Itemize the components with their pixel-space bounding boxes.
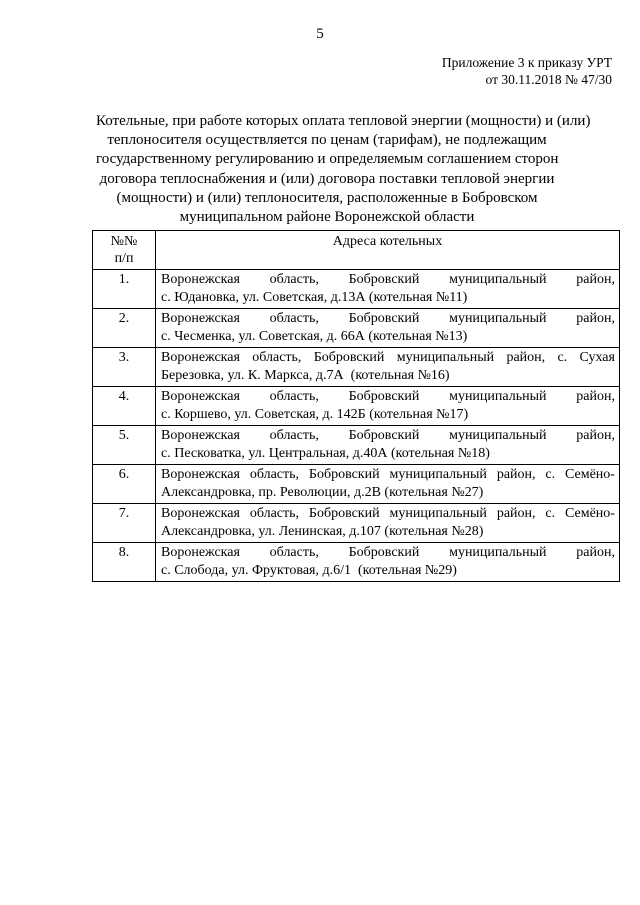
address-word: Воронежская [161,428,240,443]
table-row [93,543,620,582]
address-word: область, [269,545,319,560]
title-line: договора теплоснабжения и (или) договора поставки тепловой энергии [99,170,555,187]
address-word: Семёно- [565,467,615,482]
address-line-2: Александровка, ул. Ленинская, д.107 (котельная №28) [161,523,484,539]
address-word: район, [576,389,615,404]
address-line-1 [161,466,615,484]
header-number-line-1: №№ [110,234,138,249]
address-word: Воронежская [161,389,240,404]
address-word: район, [576,545,615,560]
address-word: Бобровский [308,467,380,482]
address-line-1 [161,505,615,523]
address-word: с. [557,350,568,365]
appendix-reference [442,54,612,88]
address-word: область, [269,272,319,287]
table-row [93,387,620,426]
address-word: район, [576,428,615,443]
address-word: область, [269,389,319,404]
address-line-2: Березовка, ул. К. Маркса, д.7А (котельная №16) [161,367,450,383]
address-word: Воронежская [161,506,240,521]
table-row [93,465,620,504]
row-number: 4. [93,387,156,426]
address-line-1 [161,349,615,367]
address-word: область, [249,467,300,482]
title-line: (мощности) и (или) теплоносителя, расположенные в Бобровском [116,189,538,206]
header-number-line-2: п/п [114,251,134,266]
table-row [93,309,620,348]
address-line-1 [161,310,615,328]
title-line: теплоносителя осуществляется по ценам (тарифам), не подлежащим [107,132,547,149]
table-row [93,270,620,309]
title-line: Котельные, при работе которых оплата тепловой энергии (мощности) и (или) [96,113,591,129]
address-word: Воронежская [161,311,240,326]
address-word: Бобровский [348,272,420,287]
row-address [156,426,620,465]
address-word: район, [496,506,536,521]
row-address [156,504,620,543]
address-word: район, [506,350,546,365]
address-word: область, [249,506,300,521]
address-word: Бобровский [308,506,380,521]
row-address [156,309,620,348]
address-word: область, [269,311,319,326]
appendix-line-1: Приложение 3 к приказу УРТ [441,55,612,70]
address-word: Воронежская [161,272,240,287]
header-number [93,231,156,270]
row-address [156,387,620,426]
address-word: Бобровский [348,428,420,443]
document-title [96,112,591,227]
address-word: Воронежская [161,350,240,365]
address-line-2: Александровка, пр. Революции, д.2В (котельная №27) [161,484,484,500]
row-number: 8. [93,543,156,582]
row-address [156,270,620,309]
appendix-line-2: от 30.11.2018 № 47/30 [485,72,612,87]
address-word: с. [545,467,556,482]
row-address [156,348,620,387]
address-word: муниципальный [449,311,547,326]
address-line-2: с. Юдановка, ул. Советская, д.13А (котельная №11) [161,289,468,305]
address-word: район, [576,311,615,326]
address-word: муниципальный [389,506,487,521]
address-word: муниципальный [449,272,547,287]
row-number: 6. [93,465,156,504]
address-word: область, [269,428,319,443]
address-word: муниципальный [449,428,547,443]
address-line-1 [161,388,615,406]
row-number: 2. [93,309,156,348]
address-word: Бобровский [348,389,420,404]
address-word: муниципальный [449,545,547,560]
address-word: Бобровский [348,545,420,560]
table-row [93,504,620,543]
address-line-2: с. Песковатка, ул. Центральная, д.40А (котельная №18) [161,445,490,461]
header-address: Адреса котельных [156,231,620,270]
address-word: с. [545,506,556,521]
address-word: район, [496,467,536,482]
address-word: область, [252,350,302,365]
address-word: муниципальный [389,467,487,482]
page-number: 5 [316,26,324,42]
table-header-row [93,231,620,270]
address-line-1 [161,427,615,445]
table-row [93,348,620,387]
title-line: муниципальном районе Воронежской области [179,209,475,226]
address-line-1 [161,271,615,289]
address-line-2: с. Чесменка, ул. Советская, д. 66А (котельная №13) [161,328,468,344]
row-number: 1. [93,270,156,309]
row-address [156,543,620,582]
address-word: Сухая [579,350,615,365]
address-word: муниципальный [396,350,495,365]
table-body [93,270,620,582]
address-word: муниципальный [449,389,547,404]
address-word: Воронежская [161,467,240,482]
title-line: государственному регулированию и определяемым соглашением сторон [96,151,559,168]
address-line-2: с. Коршево, ул. Советская, д. 142Б (котельная №17) [161,406,469,422]
boiler-address-table [92,230,620,582]
address-word: Воронежская [161,545,240,560]
table-row [93,426,620,465]
row-number: 5. [93,426,156,465]
address-word: Бобровский [313,350,385,365]
row-number: 7. [93,504,156,543]
row-address [156,465,620,504]
row-number: 3. [93,348,156,387]
address-word: Бобровский [348,311,420,326]
address-line-1 [161,544,615,562]
address-line-2: с. Слобода, ул. Фруктовая, д.6/1 (котельная №29) [161,562,457,578]
address-word: район, [576,272,615,287]
address-word: Семёно- [565,506,615,521]
